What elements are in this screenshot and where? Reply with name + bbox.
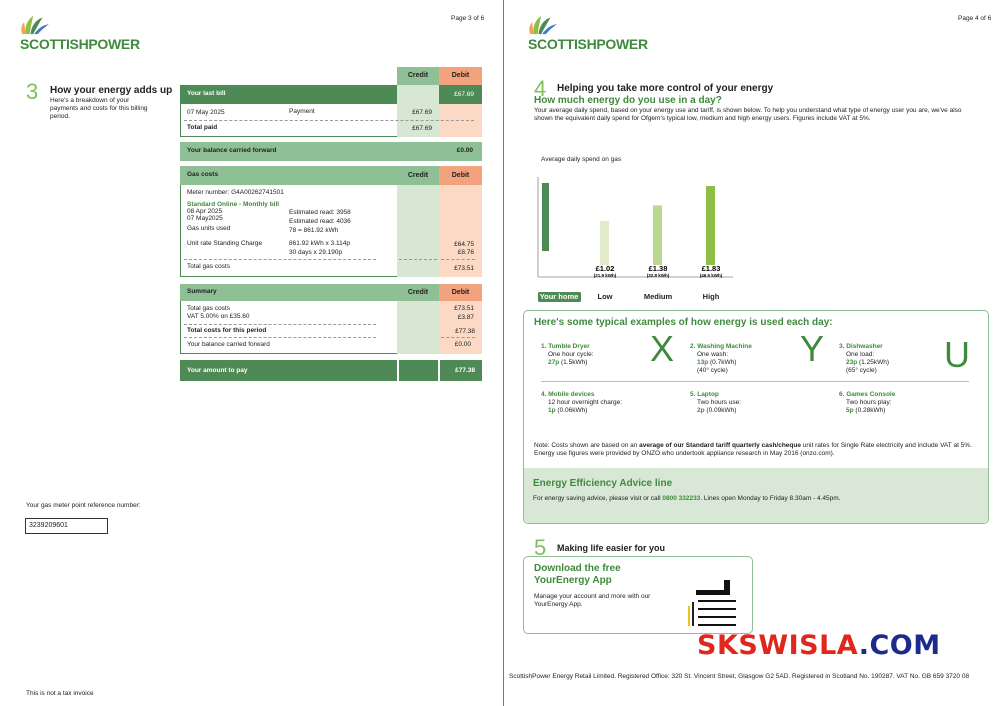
summary-balance-label: Your balance carried forward	[187, 341, 270, 348]
example-kwh: (0.28kWh)	[853, 407, 886, 415]
example-cost	[541, 407, 622, 415]
example-cost	[839, 407, 895, 415]
watermark-part: SKSWISLA	[697, 630, 859, 661]
example-cost-value: 2p	[697, 407, 705, 415]
gas-costs-title: Gas costs	[187, 171, 219, 178]
debit-column-header: Debit	[439, 67, 482, 85]
example-desc: Two hours play:	[846, 399, 892, 407]
example-desc: One load:	[846, 351, 875, 359]
example-item	[541, 343, 594, 367]
example-name: 4. Mobile devices	[541, 391, 595, 398]
leaf-logo-icon	[528, 14, 560, 36]
total-paid-amount: £67.69	[412, 125, 432, 132]
section-description: Here's a breakdown of your payments and costs for this billing period.	[50, 97, 148, 120]
example-desc: One hour cycle:	[548, 351, 594, 359]
example-cost-value: 1p	[548, 407, 556, 415]
row-divider	[184, 120, 474, 121]
section-number: 5	[534, 535, 547, 560]
example-cost-value: 23p	[846, 359, 858, 367]
example-desc: Two hours use:	[697, 399, 742, 407]
total-paid-label: Total paid	[187, 124, 218, 131]
value-label: £1.02	[595, 264, 615, 273]
page-number: Page 4 of 6	[958, 15, 992, 22]
tariff-plan: Standard Online - Monthly bill	[187, 201, 280, 208]
watermark	[697, 630, 941, 661]
advice-text	[533, 495, 841, 502]
summary-vat-amount: £3.87	[457, 314, 474, 321]
scottishpower-logo	[528, 14, 648, 52]
example-desc: 12 hour overnight charge:	[548, 399, 623, 407]
watermark-part: .COM	[858, 630, 941, 661]
example-cost-value: 5p	[846, 407, 854, 415]
advice-phone[interactable]: 0800 332233	[662, 495, 701, 502]
example-name: 2. Washing Machine	[690, 343, 752, 350]
category-label: Medium	[643, 292, 673, 301]
section-title: Making life easier for you	[557, 543, 666, 553]
unit-rate-amount: £64.75	[454, 241, 474, 248]
examples-note	[534, 442, 974, 459]
example-name: 6. Games Console	[839, 391, 896, 398]
debit-column-header: Debit	[439, 166, 482, 185]
credit-column-header: Credit	[397, 166, 439, 185]
read-date-end: 07 May2025	[187, 215, 223, 222]
standing-charge-calc: 30 days x 29.190p	[289, 249, 343, 256]
app-description: Manage your account and more with our YourEnergy App.	[534, 593, 651, 609]
value-label: £1.38	[648, 264, 668, 273]
glyph-letter: Y	[800, 328, 825, 369]
category-label: High	[702, 292, 720, 301]
page-number: Page 3 of 6	[451, 15, 485, 22]
period-total-label: Total costs for this period	[187, 327, 267, 334]
row-divider	[441, 337, 475, 338]
example-cost-value: 13p	[697, 359, 709, 367]
example-cost	[690, 407, 741, 415]
value-label: £1.83	[701, 264, 721, 273]
row-divider	[184, 324, 376, 325]
examples-divider	[541, 381, 969, 382]
bar-low	[600, 221, 609, 265]
scottishpower-logo	[20, 14, 140, 52]
last-bill-label: Your last bill	[187, 90, 226, 97]
meter-ref-value: 3239209601	[25, 518, 108, 534]
example-kwh: (1.25kWh)	[857, 359, 889, 367]
app-title-line2: YourEnergy App	[534, 575, 612, 586]
meter-number: Meter number: G4A00262741501	[187, 189, 284, 196]
unit-rate-calc: 861.92 kWh x 3.114p	[289, 240, 350, 247]
brand-wordmark: SCOTTISHPOWER	[20, 36, 140, 52]
bar-cap	[542, 183, 545, 185]
total-gas-label: Total gas costs	[187, 263, 230, 270]
app-phone-icon	[682, 578, 740, 630]
category-label: Low	[597, 292, 613, 301]
units-used-value: 78 = 861.92 kWh	[289, 227, 339, 234]
summary-gas-amount: £73.51	[454, 305, 474, 312]
section-description: Your average daily spend, based on your energy use and tariff, is shown below. To help you understand what type of energy user you are, we've also shown the equivalent daily spend for Ofgem's typical low, medium and high energy users. Figures include VAT at 5%.	[534, 107, 962, 123]
payment-label: Payment	[289, 108, 315, 115]
example-name: 5. Laptop	[690, 391, 719, 398]
app-title-line1: Download the free	[534, 563, 621, 574]
amount-to-pay-value: £77.38	[455, 367, 475, 374]
credit-column-header: Credit	[397, 67, 439, 85]
payment-amount: £67.69	[412, 109, 432, 116]
last-bill-amount: £67.69	[454, 91, 474, 98]
summary-title: Summary	[187, 288, 217, 295]
legal-footer: ScottishPower Energy Retail Limited. Registered Office: 320 St. Vincent Street, Glasgow G2 5AD. Registered in Scotland No. 190287. VAT No. GB 659 3720 08	[509, 673, 970, 680]
unit-rate-label: Unit rate Standing Charge	[187, 240, 263, 247]
example-name: 3. Dishwasher	[839, 343, 883, 350]
note-text: unit rates for Single Rate electricity and include VAT at 5%. Energy use figures were provided by ONZO who undertook appliance research in May 2016 (onzo.com).	[534, 442, 972, 458]
row-divider	[184, 259, 376, 260]
payment-date: 07 May 2025	[187, 109, 225, 116]
example-cost-value: 27p	[548, 359, 560, 367]
row-divider	[441, 259, 475, 260]
advice-text-pre: For energy saving advice, please visit or call	[533, 495, 663, 502]
chart-title: Average daily spend on gas	[541, 156, 622, 163]
page-divider	[503, 0, 504, 706]
example-extra: (65° cycle)	[846, 367, 877, 375]
example-kwh: (0.06kWh)	[555, 407, 588, 415]
example-item	[839, 343, 889, 376]
section-number: 3	[26, 79, 39, 104]
standing-charge-amount: £8.76	[457, 249, 474, 256]
bar-medium	[653, 205, 662, 265]
read-date-start: 08 Apr 2025	[187, 208, 223, 215]
example-desc: One wash:	[697, 351, 729, 359]
meter-ref-label: Your gas meter point reference number:	[26, 502, 141, 509]
example-item	[690, 391, 741, 415]
row-divider	[399, 259, 437, 260]
section-subtitle: How much energy do you use in a day?	[534, 95, 722, 106]
section-title: Helping you take more control of your energy	[557, 83, 774, 94]
leaf-logo-icon	[20, 14, 52, 36]
start-read: Estimated read: 3958	[289, 209, 351, 216]
bar-your-home	[542, 183, 549, 251]
summary-vat-line: VAT 5.00% on £35.60	[187, 313, 250, 320]
example-item	[541, 391, 622, 415]
debit-column-header: Debit	[439, 284, 482, 301]
credit-column-header: Credit	[397, 284, 439, 301]
section-title: How your energy adds up	[50, 85, 173, 96]
note-text: Note: Costs shown are based on an	[534, 442, 640, 449]
example-kwh: (0.7kWh)	[708, 359, 737, 367]
kwh-label: (46.5 kWh)	[699, 273, 723, 278]
glyph-letter: X	[650, 328, 675, 369]
period-total-amount: £77.38	[455, 328, 475, 335]
glyph-letter: U	[944, 334, 970, 375]
summary-gas-line: Total gas costs	[187, 305, 230, 312]
kwh-label: (32.8 kWh)	[646, 273, 670, 278]
amount-to-pay-label: Your amount to pay	[187, 367, 248, 374]
amount-to-pay-credit-cell	[399, 360, 438, 381]
example-cost	[541, 359, 594, 367]
brand-wordmark: SCOTTISHPOWER	[528, 36, 648, 52]
footer-note: This is not a tax invoice	[26, 690, 94, 697]
example-name: 1. Tumble Dryer	[541, 343, 590, 350]
example-extra: (40° cycle)	[697, 367, 728, 375]
units-used-label: Gas units used	[187, 225, 231, 232]
kwh-label: (21.9 kWh)	[593, 273, 617, 278]
balance-forward-amount: £0.00	[456, 147, 473, 154]
section-number: 4	[534, 76, 547, 101]
balance-forward-label: Your balance carried forward	[187, 147, 277, 154]
note-emphasis: average of our Standard tariff quarterly cash/cheque	[639, 442, 801, 449]
category-label: Your home	[539, 292, 579, 301]
advice-title: Energy Efficiency Advice line	[533, 478, 673, 489]
summary-balance-amount: £0.00	[454, 341, 471, 348]
example-kwh: (1.5kWh)	[559, 359, 588, 367]
bar-high	[706, 186, 715, 265]
advice-text-post: . Lines open Monday to Friday 8.30am - 4.45pm.	[700, 495, 841, 502]
total-gas-amount: £73.51	[454, 265, 474, 272]
example-item	[839, 391, 895, 415]
daily-spend-chart	[528, 165, 758, 305]
example-item	[690, 343, 752, 376]
row-divider	[184, 337, 376, 338]
end-read: Estimated read: 4036	[289, 218, 351, 225]
example-kwh: (0.09kWh)	[704, 407, 737, 415]
examples-title: Here's some typical examples of how energy is used each day:	[534, 317, 833, 328]
